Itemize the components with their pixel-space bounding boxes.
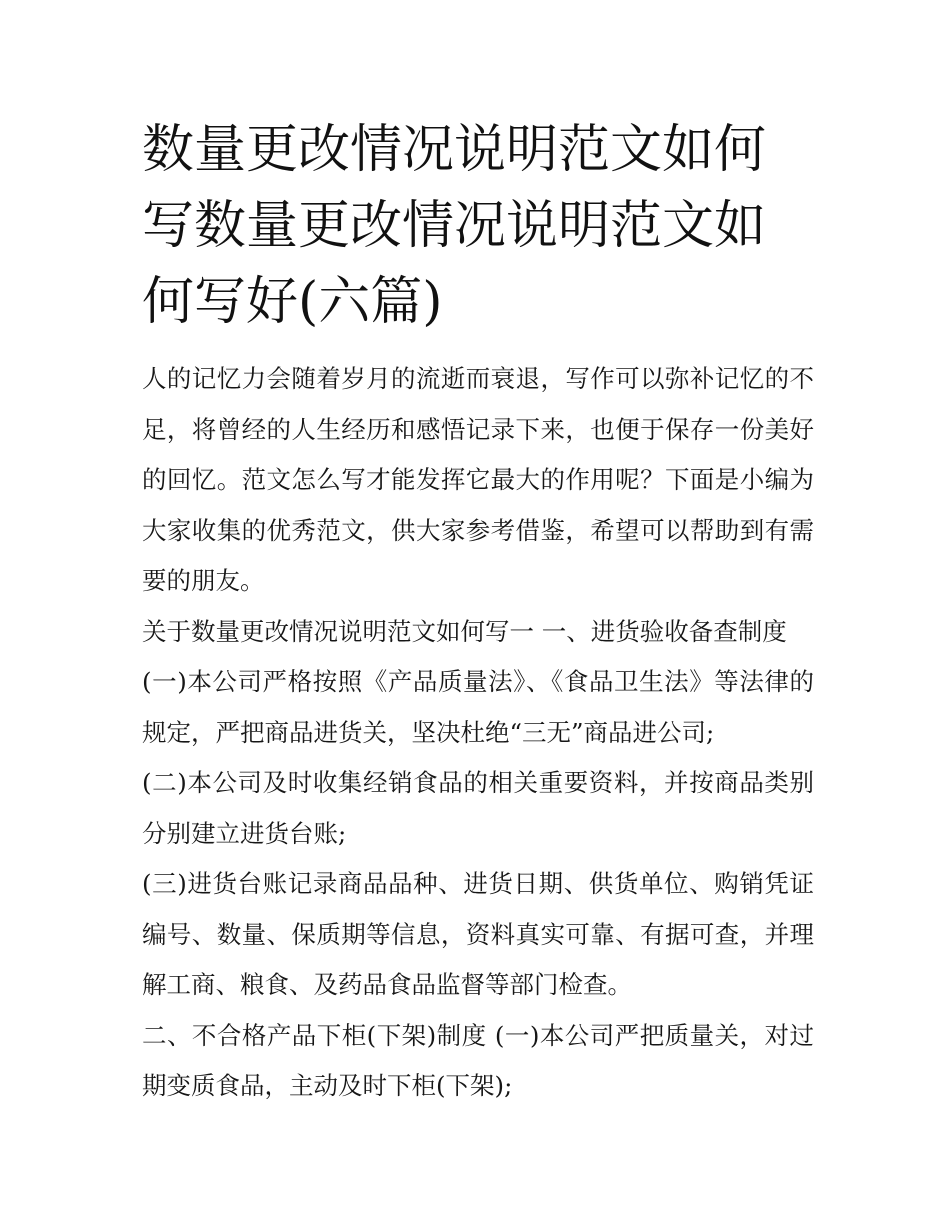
document-title: 数量更改情况说明范文如何写数量更改情况说明范文如何写好(六篇) — [142, 120, 767, 332]
paragraph-item-3: (三)进货台账记录商品品种、进货日期、供货单位、购销凭证编号、数量、保质期等信息，资料真实可靠、有据可查，并理解工商、粮食、及药品食品监督等部门检查。 — [142, 869, 814, 999]
document-body — [142, 354, 814, 1112]
paragraph-item-2: (二)本公司及时收集经销食品的相关重要资料，并按商品类别分别建立进货台账; — [142, 768, 814, 848]
paragraph-item-1: (一)本公司严格按照《产品质量法》、《食品卫生法》等法律的规定，严把商品进货关，坚决杜绝“三无”商品进公司; — [142, 667, 814, 747]
paragraph-section-2: 二、不合格产品下柜(下架)制度 (一)本公司严把质量关，对过期变质食品，主动及时下柜(下架); — [142, 1020, 814, 1100]
paragraph-intro: 人的记忆力会随着岁月的流逝而衰退，写作可以弥补记忆的不足，将曾经的人生经历和感悟记录下来，也便于保存一份美好的回忆。范文怎么写才能发挥它最大的作用呢？下面是小编为大家收集的优秀范文，供大家参考借鉴，希望可以帮助到有需要的朋友。 — [142, 364, 814, 595]
paragraph-section-heading: 关于数量更改情况说明范文如何写一 一、进货验收备查制度 — [142, 616, 787, 646]
document-page — [142, 112, 814, 1112]
